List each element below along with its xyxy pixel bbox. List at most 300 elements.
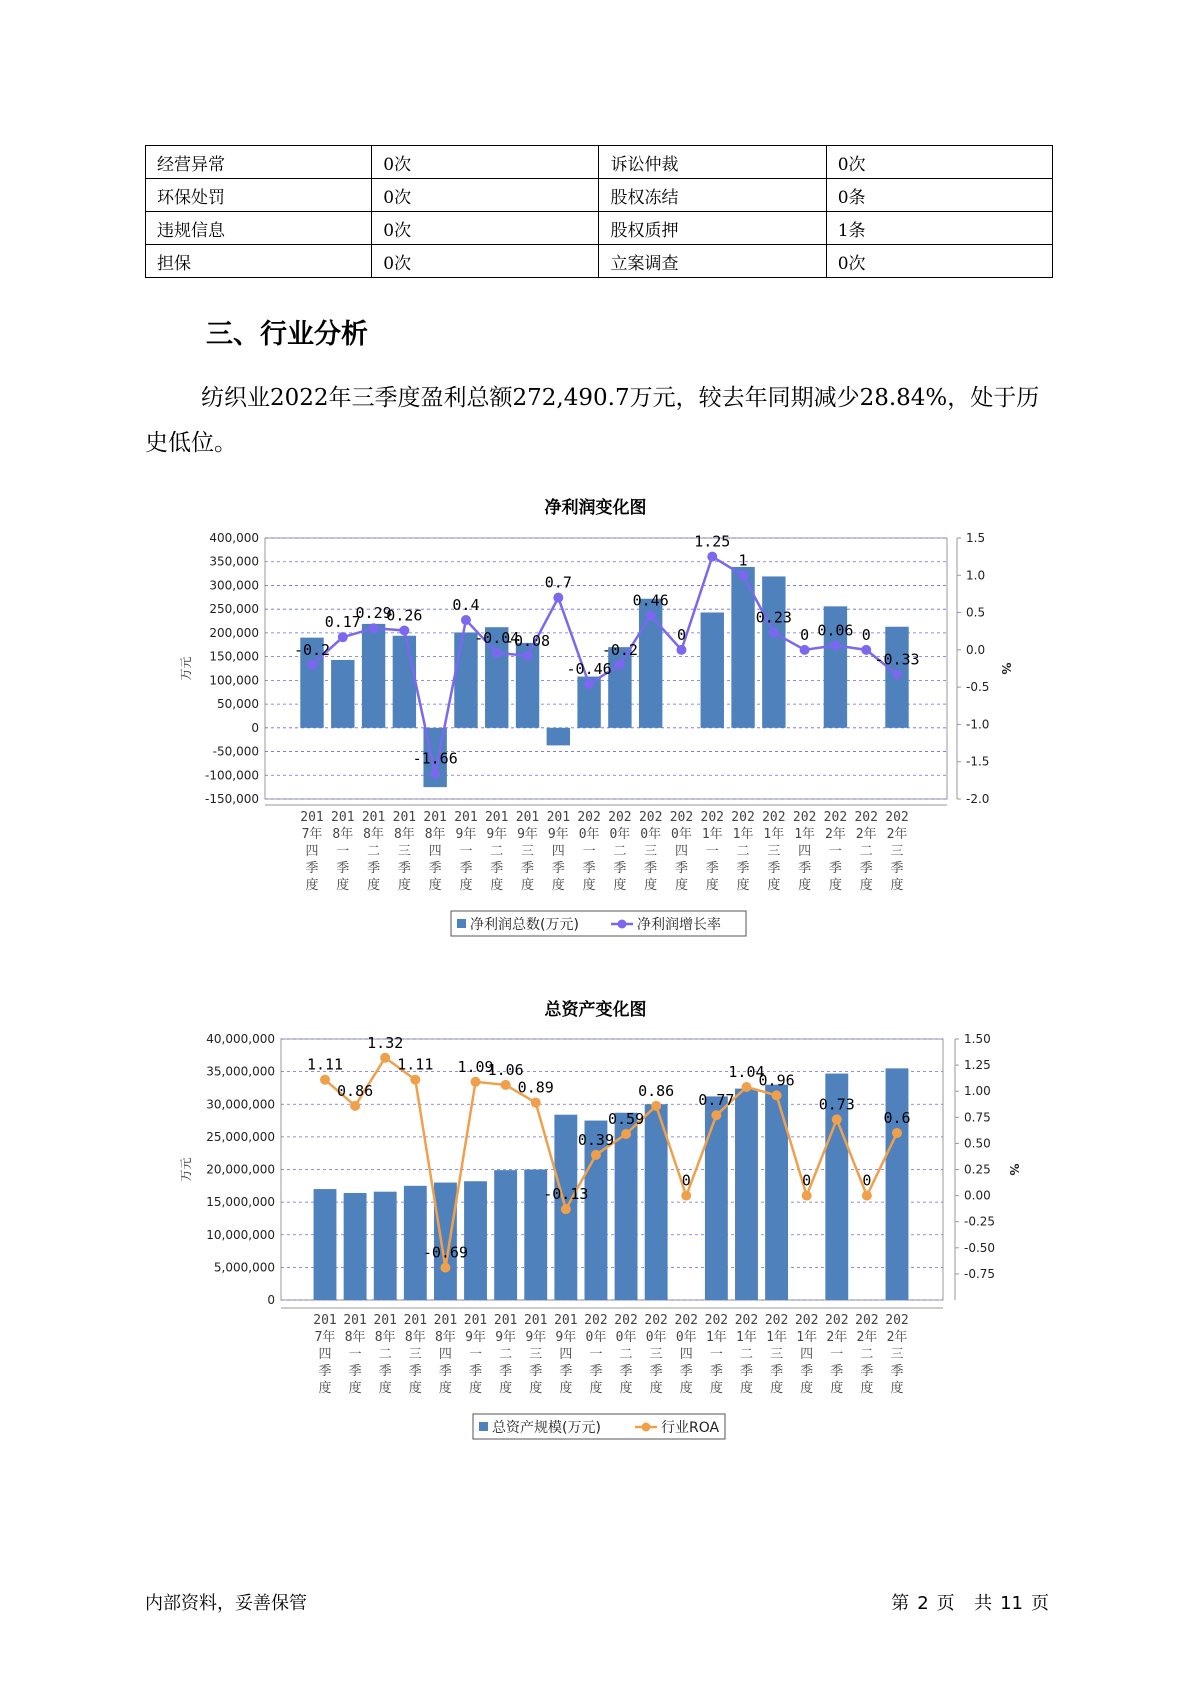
x-tick-label: 202 — [885, 810, 909, 825]
bar — [344, 1193, 367, 1300]
data-label: -0.13 — [543, 1185, 589, 1204]
data-label: -0.46 — [566, 660, 612, 679]
x-tick-label: 一 — [705, 844, 719, 859]
x-tick-label: 度 — [800, 1381, 814, 1396]
y-left-tick-label: -50,000 — [212, 744, 259, 759]
x-tick-label: 202 — [885, 1313, 909, 1328]
y-left-tick-label: 20,000,000 — [206, 1162, 275, 1177]
y-right-tick-label: -0.25 — [964, 1214, 996, 1229]
x-tick-label: 202 — [764, 1313, 789, 1328]
bar — [547, 728, 570, 746]
x-tick-label: 7年 — [314, 1330, 336, 1345]
total-suffix: 页 — [1031, 1593, 1049, 1614]
x-tick-label: 度 — [736, 878, 750, 893]
bar — [362, 624, 385, 728]
x-tick-label: 三 — [521, 844, 535, 859]
bar — [314, 1189, 337, 1300]
line-point — [380, 1053, 390, 1063]
x-tick-label: 1年 — [763, 827, 785, 842]
x-tick-label: 度 — [890, 878, 904, 893]
x-tick-label: 202 — [734, 1313, 759, 1328]
x-tick-label: 201 — [300, 810, 324, 825]
x-tick-label: 四 — [559, 1347, 573, 1362]
x-tick-label: 2年 — [825, 827, 846, 842]
x-tick-label: 度 — [559, 1381, 573, 1396]
x-tick-label: 一 — [459, 844, 473, 859]
data-label: 1.06 — [487, 1060, 524, 1079]
data-label: 1.32 — [367, 1033, 404, 1052]
line-point — [501, 1080, 511, 1090]
x-tick-label: 度 — [619, 1381, 633, 1396]
line-point — [741, 1082, 751, 1092]
data-label: 0 — [681, 1171, 691, 1190]
x-tick-label: 201 — [515, 810, 540, 825]
x-tick-label: 一 — [589, 1347, 603, 1362]
bar — [762, 576, 785, 727]
legend-bar-swatch — [479, 1422, 488, 1431]
x-tick-label: 9年 — [525, 1330, 547, 1345]
x-tick-label: 9年 — [555, 1330, 577, 1345]
x-tick-label: 202 — [825, 1313, 849, 1328]
y-left-tick-label: 400,000 — [209, 531, 259, 545]
total-prefix: 共 — [974, 1593, 993, 1614]
x-tick-label: 201 — [546, 810, 571, 825]
x-tick-label: 三 — [644, 844, 658, 859]
data-label: 1.11 — [397, 1055, 434, 1074]
x-tick-label: 202 — [638, 810, 663, 825]
line-point — [561, 1204, 571, 1214]
data-label: 0.06 — [817, 621, 854, 640]
y-right-axis-title: % — [1007, 1163, 1021, 1176]
x-tick-label: 9年 — [455, 827, 477, 842]
y-right-tick-label: 0.5 — [966, 605, 986, 620]
y-right-tick-label: -0.5 — [966, 680, 990, 695]
y-left-tick-label: -150,000 — [205, 792, 259, 806]
x-tick-label: 度 — [860, 1381, 874, 1396]
line-point — [615, 660, 625, 670]
x-tick-label: 8年 — [435, 1330, 456, 1345]
y-right-tick-label: 1.0 — [966, 568, 986, 583]
data-label: 0.29 — [355, 604, 392, 623]
data-label: 0.46 — [632, 591, 669, 610]
line-point — [646, 611, 656, 621]
x-tick-label: 1年 — [796, 1330, 818, 1345]
x-tick-label: 季 — [428, 861, 442, 876]
y-left-tick-label: -100,000 — [205, 768, 259, 783]
x-tick-label: 202 — [614, 1313, 638, 1328]
x-tick-label: 度 — [798, 878, 812, 893]
x-tick-label: 201 — [433, 1313, 458, 1328]
page-mid: 页 — [936, 1593, 955, 1614]
data-label: 0.23 — [755, 608, 792, 627]
line-point — [769, 628, 779, 638]
x-tick-label: 202 — [577, 810, 601, 825]
y-right-tick-label: 1.5 — [966, 531, 986, 545]
x-tick-label: 度 — [649, 1381, 663, 1396]
line-point — [711, 1110, 721, 1120]
x-tick-label: 二 — [739, 1347, 753, 1362]
x-tick-label: 季 — [859, 861, 873, 876]
y-left-tick-label: 200,000 — [209, 625, 259, 640]
y-left-tick-label: 350,000 — [209, 554, 259, 569]
x-tick-label: 202 — [854, 810, 878, 825]
legend-bar-swatch — [457, 919, 466, 928]
x-tick-label: 0年 — [675, 1330, 697, 1345]
y-left-axis-title: 万元 — [179, 656, 193, 681]
x-tick-label: 三 — [408, 1347, 422, 1362]
page-prefix: 第 — [891, 1593, 910, 1614]
line-point — [832, 1114, 842, 1124]
y-right-tick-label: 0.75 — [964, 1110, 991, 1125]
data-label: 0.59 — [607, 1110, 645, 1129]
risk-item-value: 0次 — [372, 146, 599, 179]
x-tick-label: 二 — [613, 844, 627, 859]
line-point — [892, 669, 902, 679]
data-label: 0.39 — [577, 1130, 615, 1149]
data-label: -0.2 — [601, 640, 638, 659]
x-tick-label: 0年 — [609, 827, 631, 842]
risk-table-row — [146, 245, 1053, 278]
data-label: 0.6 — [883, 1108, 911, 1127]
total-assets-chart — [0, 1022, 1191, 1452]
y-left-tick-label: 50,000 — [217, 697, 259, 712]
line-point — [338, 632, 348, 642]
x-tick-label: 201 — [523, 1313, 548, 1328]
x-tick-label: 四 — [551, 844, 565, 859]
line-point — [772, 1090, 782, 1100]
x-tick-label: 季 — [709, 1364, 723, 1379]
net-profit-chart — [0, 520, 1191, 950]
x-tick-label: 202 — [762, 810, 786, 825]
bar — [701, 613, 724, 728]
data-label: 1.11 — [306, 1055, 344, 1074]
x-tick-label: 二 — [736, 844, 750, 859]
x-tick-label: 201 — [331, 810, 355, 825]
x-tick-label: 1年 — [732, 827, 754, 842]
bar — [608, 647, 631, 728]
x-tick-label: 9年 — [517, 827, 538, 842]
x-tick-label: 四 — [679, 1347, 693, 1362]
x-tick-label: 三 — [770, 1347, 784, 1362]
x-tick-label: 一 — [828, 844, 842, 859]
y-right-tick-label: -0.75 — [964, 1266, 996, 1281]
line-point — [440, 1263, 450, 1273]
data-label: -1.66 — [412, 749, 458, 768]
risk-item-value: 0次 — [372, 179, 599, 212]
data-label: 0.96 — [758, 1071, 795, 1090]
x-tick-label: 度 — [408, 1381, 422, 1396]
risk-table-row — [146, 212, 1053, 245]
y-left-tick-label: 10,000,000 — [206, 1227, 275, 1242]
data-label: 1.04 — [728, 1063, 765, 1082]
line-point — [553, 593, 563, 603]
x-tick-label: 季 — [674, 861, 688, 876]
x-tick-label: 季 — [679, 1364, 693, 1379]
y-right-tick-label: -1.5 — [966, 754, 990, 769]
y-right-tick-label: 1.50 — [964, 1032, 991, 1046]
x-tick-label: 201 — [484, 810, 509, 825]
x-tick-label: 三 — [397, 844, 411, 859]
x-tick-label: 202 — [644, 1313, 668, 1328]
x-tick-label: 201 — [361, 810, 386, 825]
y-left-tick-label: 25,000,000 — [206, 1129, 275, 1144]
x-tick-label: 201 — [403, 1313, 428, 1328]
x-tick-label: 度 — [336, 878, 350, 893]
y-left-tick-label: 40,000,000 — [206, 1032, 275, 1046]
bar — [331, 660, 354, 728]
x-tick-label: 三 — [529, 1347, 543, 1362]
x-tick-label: 度 — [705, 878, 719, 893]
line-point — [320, 1075, 330, 1085]
x-tick-label: 度 — [828, 878, 842, 893]
total-num: 11 — [1000, 1593, 1023, 1614]
x-tick-label: 季 — [890, 1364, 904, 1379]
x-tick-label: 四 — [318, 1347, 332, 1362]
x-tick-label: 三 — [767, 844, 781, 859]
y-left-tick-label: 35,000,000 — [206, 1064, 275, 1079]
x-tick-label: 202 — [823, 810, 848, 825]
section-heading: 三、行业分析 — [206, 319, 368, 350]
x-tick-label: 一 — [709, 1347, 723, 1362]
data-label: 0.7 — [544, 573, 572, 592]
x-tick-label: 季 — [499, 1364, 513, 1379]
data-label: 1 — [738, 551, 748, 570]
x-tick-label: 201 — [313, 1313, 337, 1328]
x-tick-label: 8年 — [332, 827, 354, 842]
y-left-tick-label: 0 — [267, 1293, 275, 1307]
x-tick-label: 9年 — [465, 1330, 486, 1345]
legend-line-label: 净利润增长率 — [637, 917, 721, 933]
bar — [434, 1183, 457, 1300]
risk-table-row — [146, 146, 1053, 179]
data-label: -0.69 — [422, 1243, 468, 1262]
data-label: 0.26 — [386, 606, 423, 625]
risk-info-table — [145, 145, 1053, 278]
x-tick-label: 季 — [559, 1364, 573, 1379]
x-tick-label: 度 — [459, 878, 473, 893]
x-tick-label: 季 — [397, 861, 411, 876]
data-label: 0.73 — [818, 1095, 855, 1114]
x-tick-label: 三 — [890, 1347, 904, 1362]
x-tick-label: 三 — [890, 844, 904, 859]
y-right-tick-label: -2.0 — [966, 792, 990, 806]
x-tick-label: 8年 — [374, 1330, 396, 1345]
x-tick-label: 季 — [830, 1364, 844, 1379]
x-tick-label: 四 — [800, 1347, 814, 1362]
x-tick-label: 202 — [792, 810, 817, 825]
x-tick-label: 度 — [428, 878, 442, 893]
x-tick-label: 季 — [408, 1364, 422, 1379]
x-tick-label: 度 — [397, 878, 411, 893]
x-tick-label: 201 — [373, 1313, 397, 1328]
x-tick-label: 季 — [860, 1364, 874, 1379]
x-tick-label: 202 — [704, 1313, 729, 1328]
x-tick-label: 202 — [674, 1313, 699, 1328]
x-tick-label: 度 — [348, 1381, 362, 1396]
x-tick-label: 季 — [739, 1364, 753, 1379]
x-tick-label: 一 — [469, 1347, 483, 1362]
data-label: 0.4 — [452, 596, 480, 615]
bar — [393, 636, 416, 728]
x-tick-label: 度 — [709, 1381, 723, 1396]
y-right-tick-label: 0.0 — [966, 642, 986, 657]
x-tick-label: 度 — [305, 878, 319, 893]
line-point — [802, 1191, 812, 1201]
line-point — [531, 1098, 541, 1108]
x-tick-label: 度 — [679, 1381, 693, 1396]
legend-bar-label: 净利润总数(万元) — [470, 917, 579, 933]
y-left-axis-title: 万元 — [179, 1157, 193, 1182]
data-label: 0.17 — [324, 613, 361, 632]
x-tick-label: 9年 — [547, 827, 569, 842]
data-label: 1.09 — [457, 1057, 494, 1076]
x-tick-label: 度 — [499, 1381, 513, 1396]
line-point — [492, 648, 502, 658]
line-point — [369, 623, 379, 633]
x-tick-label: 201 — [463, 1313, 488, 1328]
legend-line-marker — [618, 920, 627, 929]
x-tick-label: 2年 — [856, 1330, 878, 1345]
x-tick-label: 季 — [521, 861, 535, 876]
bar — [494, 1170, 517, 1300]
x-tick-label: 季 — [438, 1364, 452, 1379]
bar — [374, 1192, 397, 1300]
x-tick-label: 二 — [490, 844, 504, 859]
x-tick-label: 8年 — [363, 827, 384, 842]
line-point — [676, 645, 686, 655]
x-tick-label: 季 — [469, 1364, 483, 1379]
legend-bar-label: 总资产规模(万元) — [492, 1420, 601, 1436]
risk-table-row — [146, 179, 1053, 212]
line-point — [430, 769, 440, 779]
x-tick-label: 0年 — [585, 1330, 607, 1345]
data-label: -0.08 — [504, 631, 551, 650]
x-tick-label: 202 — [731, 810, 755, 825]
y-right-tick-label: 0.50 — [964, 1136, 991, 1151]
x-tick-label: 季 — [529, 1364, 543, 1379]
x-tick-label: 8年 — [424, 827, 446, 842]
data-label: 1.25 — [694, 532, 731, 551]
x-tick-label: 季 — [459, 861, 473, 876]
x-tick-label: 季 — [336, 861, 350, 876]
x-tick-label: 201 — [554, 1313, 578, 1328]
legend-line-label: 行业ROA — [661, 1420, 720, 1436]
x-tick-label: 0年 — [640, 827, 662, 842]
x-tick-label: 202 — [794, 1313, 819, 1328]
bar — [765, 1085, 788, 1300]
x-tick-label: 季 — [767, 861, 781, 876]
x-tick-label: 季 — [613, 861, 627, 876]
x-tick-label: 度 — [521, 878, 535, 893]
x-tick-label: 季 — [705, 861, 719, 876]
x-tick-label: 202 — [700, 810, 725, 825]
x-tick-label: 季 — [890, 861, 904, 876]
x-tick-label: 2年 — [886, 1330, 908, 1345]
x-tick-label: 度 — [438, 1381, 452, 1396]
y-right-tick-label: -1.0 — [966, 717, 990, 732]
x-tick-label: 季 — [305, 861, 319, 876]
line-point — [800, 645, 810, 655]
footer-page-number — [887, 1589, 1053, 1615]
x-tick-label: 三 — [649, 1347, 663, 1362]
x-tick-label: 一 — [582, 844, 596, 859]
x-tick-label: 度 — [551, 878, 565, 893]
line-point — [399, 625, 409, 635]
y-left-tick-label: 30,000,000 — [206, 1097, 275, 1112]
data-label: 0.89 — [517, 1078, 554, 1097]
x-tick-label: 度 — [582, 878, 596, 893]
y-left-tick-label: 300,000 — [209, 578, 259, 593]
risk-item-value: 0次 — [826, 146, 1052, 179]
x-tick-label: 度 — [378, 1381, 392, 1396]
line-point — [471, 1077, 481, 1087]
x-tick-label: 0年 — [578, 827, 600, 842]
y-left-tick-label: 100,000 — [209, 673, 259, 688]
risk-item-label: 环保处罚 — [146, 179, 372, 212]
x-tick-label: 一 — [830, 1347, 844, 1362]
x-tick-label: 9年 — [486, 827, 508, 842]
risk-item-label: 立案调查 — [599, 245, 826, 278]
x-tick-label: 四 — [428, 844, 442, 859]
x-tick-label: 度 — [770, 1381, 784, 1396]
y-right-tick-label: 0.25 — [964, 1162, 991, 1177]
x-tick-label: 202 — [669, 810, 694, 825]
x-tick-label: 201 — [454, 810, 478, 825]
line-point — [861, 645, 871, 655]
risk-item-label: 股权冻结 — [599, 179, 826, 212]
legend-line-marker — [642, 1423, 651, 1432]
data-label: 0.77 — [698, 1091, 735, 1110]
data-label: 0 — [862, 1171, 872, 1190]
x-tick-label: 1年 — [701, 827, 723, 842]
data-label: -0.33 — [874, 650, 920, 669]
net-profit-chart-title: 净利润变化图 — [544, 498, 647, 518]
line-point — [350, 1101, 360, 1111]
x-tick-label: 度 — [739, 1381, 753, 1396]
x-tick-label: 季 — [582, 861, 596, 876]
x-tick-label: 度 — [589, 1381, 603, 1396]
x-tick-label: 季 — [649, 1364, 663, 1379]
x-tick-label: 度 — [469, 1381, 483, 1396]
x-tick-label: 度 — [859, 878, 873, 893]
y-right-tick-label: -0.50 — [964, 1240, 996, 1255]
x-tick-label: 二 — [619, 1347, 633, 1362]
x-tick-label: 201 — [423, 810, 447, 825]
y-right-axis-title: % — [999, 662, 1013, 675]
data-label: 0 — [802, 1171, 812, 1190]
x-tick-label: 二 — [378, 1347, 392, 1362]
y-left-tick-label: 15,000,000 — [206, 1195, 275, 1210]
bar — [886, 1068, 909, 1300]
x-tick-label: 1年 — [794, 827, 816, 842]
x-tick-label: 四 — [674, 844, 688, 859]
x-tick-label: 季 — [798, 861, 812, 876]
x-tick-label: 度 — [890, 1381, 904, 1396]
risk-item-value: 0条 — [826, 179, 1052, 212]
x-tick-label: 四 — [798, 844, 812, 859]
x-tick-label: 度 — [644, 878, 658, 893]
line-point — [830, 640, 840, 650]
x-tick-label: 1年 — [705, 1330, 727, 1345]
industry-summary: 纺织业2022年三季度盈利总额272,490.7万元，较去年同期减少28.84%，处于历史低位。 — [145, 385, 1040, 456]
x-tick-label: 季 — [367, 861, 381, 876]
line-point — [523, 651, 533, 661]
line-point — [591, 1150, 601, 1160]
page-num: 2 — [917, 1593, 929, 1614]
x-tick-label: 季 — [770, 1364, 784, 1379]
x-tick-label: 季 — [736, 861, 750, 876]
x-tick-label: 季 — [490, 861, 504, 876]
